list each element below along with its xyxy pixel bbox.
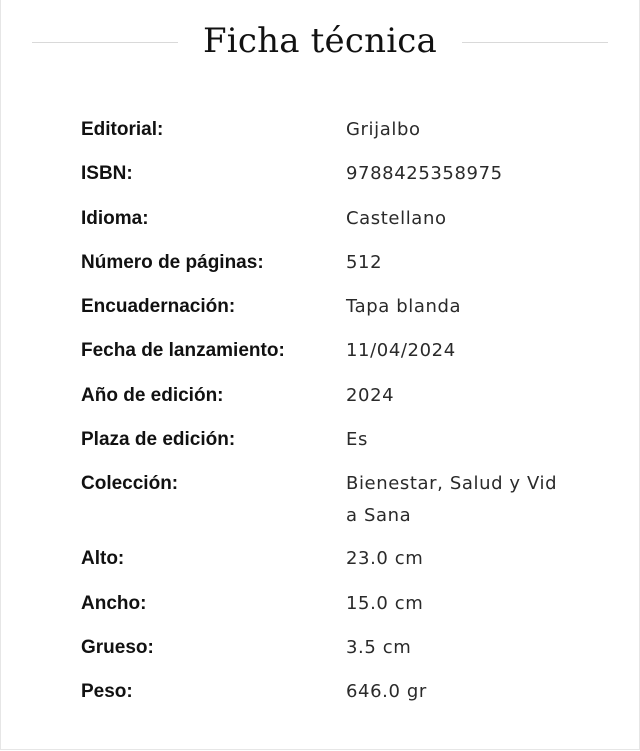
spec-row-plaza-edicion	[81, 424, 621, 468]
spec-row-grueso	[81, 632, 621, 676]
spec-row-coleccion	[81, 468, 621, 543]
spec-label: Peso:	[81, 681, 133, 703]
spec-row-editorial	[81, 114, 621, 158]
spec-value: 512	[346, 251, 383, 273]
spec-value: 23.0 cm	[346, 548, 424, 570]
spec-label: Fecha de lanzamiento:	[81, 340, 285, 362]
spec-label: Editorial:	[81, 119, 164, 140]
spec-value: Tapa blanda	[346, 296, 462, 318]
spec-row-fecha-lanzamiento	[81, 335, 621, 379]
spec-row-paginas	[81, 247, 621, 291]
spec-label: Plaza de edición:	[81, 429, 236, 451]
spec-row-ancho	[81, 588, 621, 632]
spec-label: Año de edición:	[81, 384, 224, 406]
spec-value: Es	[346, 429, 368, 451]
spec-list	[81, 114, 621, 721]
spec-value: Castellano	[346, 207, 447, 229]
spec-label: Idioma:	[81, 207, 149, 229]
spec-row-peso	[81, 676, 621, 720]
spec-value: 3.5 cm	[346, 636, 412, 658]
spec-label: Colección:	[81, 473, 179, 495]
spec-row-alto	[81, 543, 621, 587]
spec-value: 2024	[346, 384, 395, 406]
header-divider-right	[462, 42, 608, 43]
section-title: Ficha técnica	[203, 21, 437, 61]
spec-label: Número de páginas:	[81, 251, 264, 273]
spec-value: 9788425358975	[346, 163, 503, 185]
spec-label: Encuadernación:	[81, 296, 236, 318]
spec-label: Ancho:	[81, 592, 147, 614]
spec-row-ano-edicion	[81, 380, 621, 424]
spec-row-isbn	[81, 158, 621, 202]
spec-value: Grijalbo	[346, 119, 421, 140]
spec-row-idioma	[81, 203, 621, 247]
spec-value: Bienestar, Salud y Vida Sana	[346, 473, 558, 527]
spec-label: Grueso:	[81, 636, 154, 658]
section-header	[0, 18, 640, 66]
spec-label: ISBN:	[81, 163, 133, 185]
spec-value: 646.0 gr	[346, 681, 427, 703]
spec-value: 11/04/2024	[346, 340, 456, 362]
spec-value: 15.0 cm	[346, 592, 424, 614]
spec-label: Alto:	[81, 548, 125, 570]
spec-row-encuadernacion	[81, 291, 621, 335]
